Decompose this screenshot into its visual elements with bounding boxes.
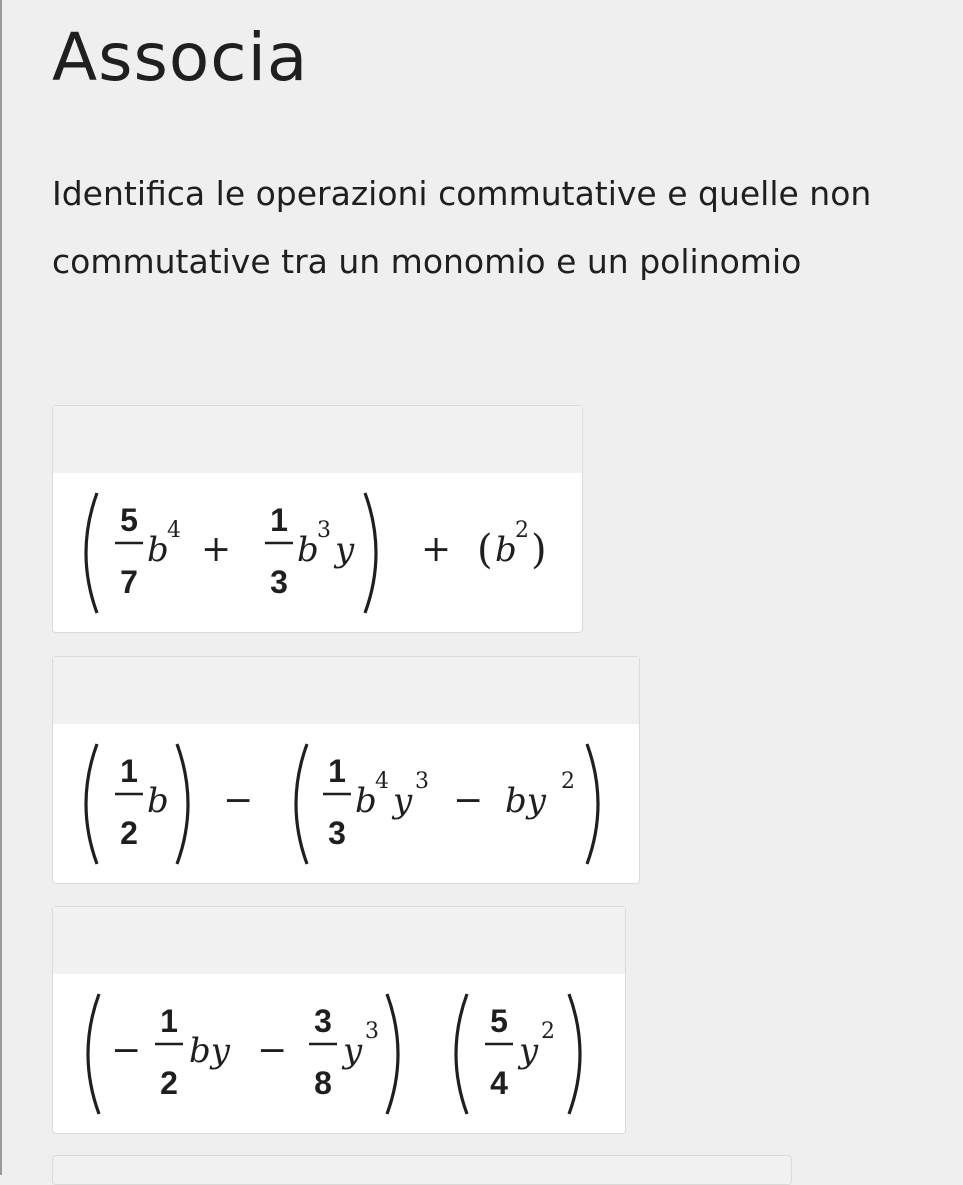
variable: y xyxy=(393,781,413,821)
fraction-denominator: 7 xyxy=(120,564,138,600)
right-paren xyxy=(177,744,188,864)
fraction-numerator: 3 xyxy=(314,1003,332,1039)
fraction-denominator: 4 xyxy=(490,1065,508,1101)
operator-plus: + xyxy=(421,529,452,570)
fraction-numerator: 1 xyxy=(160,1003,178,1039)
variable: by xyxy=(189,1031,230,1071)
expression-card-2[interactable] xyxy=(52,656,640,884)
exponent: 3 xyxy=(317,518,331,543)
right-paren: ) xyxy=(531,527,547,573)
variable: y xyxy=(519,1031,539,1071)
variable: b xyxy=(495,530,517,570)
operator-plus: + xyxy=(201,529,232,570)
left-paren xyxy=(456,994,467,1114)
left-paren: ( xyxy=(477,527,493,573)
left-paren xyxy=(86,493,97,613)
fraction-denominator: 3 xyxy=(328,815,346,851)
right-paren xyxy=(569,994,580,1114)
fraction-denominator: 3 xyxy=(270,564,288,600)
fraction-denominator: 2 xyxy=(120,815,138,851)
card-body xyxy=(53,974,625,1132)
right-paren xyxy=(387,994,398,1114)
expression-formula-3 xyxy=(53,974,625,1134)
operator-minus: − xyxy=(453,780,484,821)
exponent: 3 xyxy=(415,769,429,794)
exponent: 4 xyxy=(167,518,181,543)
fraction-denominator: 8 xyxy=(314,1065,332,1101)
expression-formula-1 xyxy=(53,473,582,633)
card-body xyxy=(53,473,582,631)
variable: y xyxy=(335,530,355,570)
left-edge-divider xyxy=(0,0,2,1175)
card-drag-handle[interactable] xyxy=(53,657,639,724)
variable: by xyxy=(505,781,546,821)
left-paren xyxy=(296,744,307,864)
fraction-denominator: 2 xyxy=(160,1065,178,1101)
exponent: 3 xyxy=(365,1019,379,1044)
right-paren xyxy=(365,493,376,613)
exponent: 2 xyxy=(515,518,529,543)
exponent: 2 xyxy=(541,1019,555,1044)
card-drag-handle[interactable] xyxy=(53,907,625,974)
expression-card-4-partial[interactable] xyxy=(52,1155,792,1185)
fraction-numerator: 5 xyxy=(120,502,138,538)
expression-card-1[interactable] xyxy=(52,405,583,633)
right-paren xyxy=(587,744,598,864)
variable: b xyxy=(355,781,377,821)
page-title: Associa xyxy=(52,19,309,96)
operator-minus: − xyxy=(223,780,254,821)
card-drag-handle[interactable] xyxy=(53,406,582,473)
variable: b xyxy=(147,530,169,570)
fraction-numerator: 1 xyxy=(120,753,138,789)
fraction-numerator: 5 xyxy=(490,1003,508,1039)
exponent: 4 xyxy=(375,769,389,794)
instructions-text: Identifica le operazioni commutative e quelle non commutative tra un monomio e un polinomio xyxy=(52,174,872,281)
expression-formula-2 xyxy=(53,724,639,884)
operator-minus: − xyxy=(257,1030,288,1071)
variable: b xyxy=(147,781,169,821)
variable: y xyxy=(343,1031,363,1071)
left-paren xyxy=(88,994,99,1114)
exponent: 2 xyxy=(561,769,575,794)
variable: b xyxy=(297,530,319,570)
expression-card-3[interactable] xyxy=(52,906,626,1134)
left-paren xyxy=(86,744,97,864)
operator-minus: − xyxy=(111,1030,142,1071)
card-body xyxy=(53,724,639,882)
fraction-numerator: 1 xyxy=(270,502,288,538)
fraction-numerator: 1 xyxy=(328,753,346,789)
